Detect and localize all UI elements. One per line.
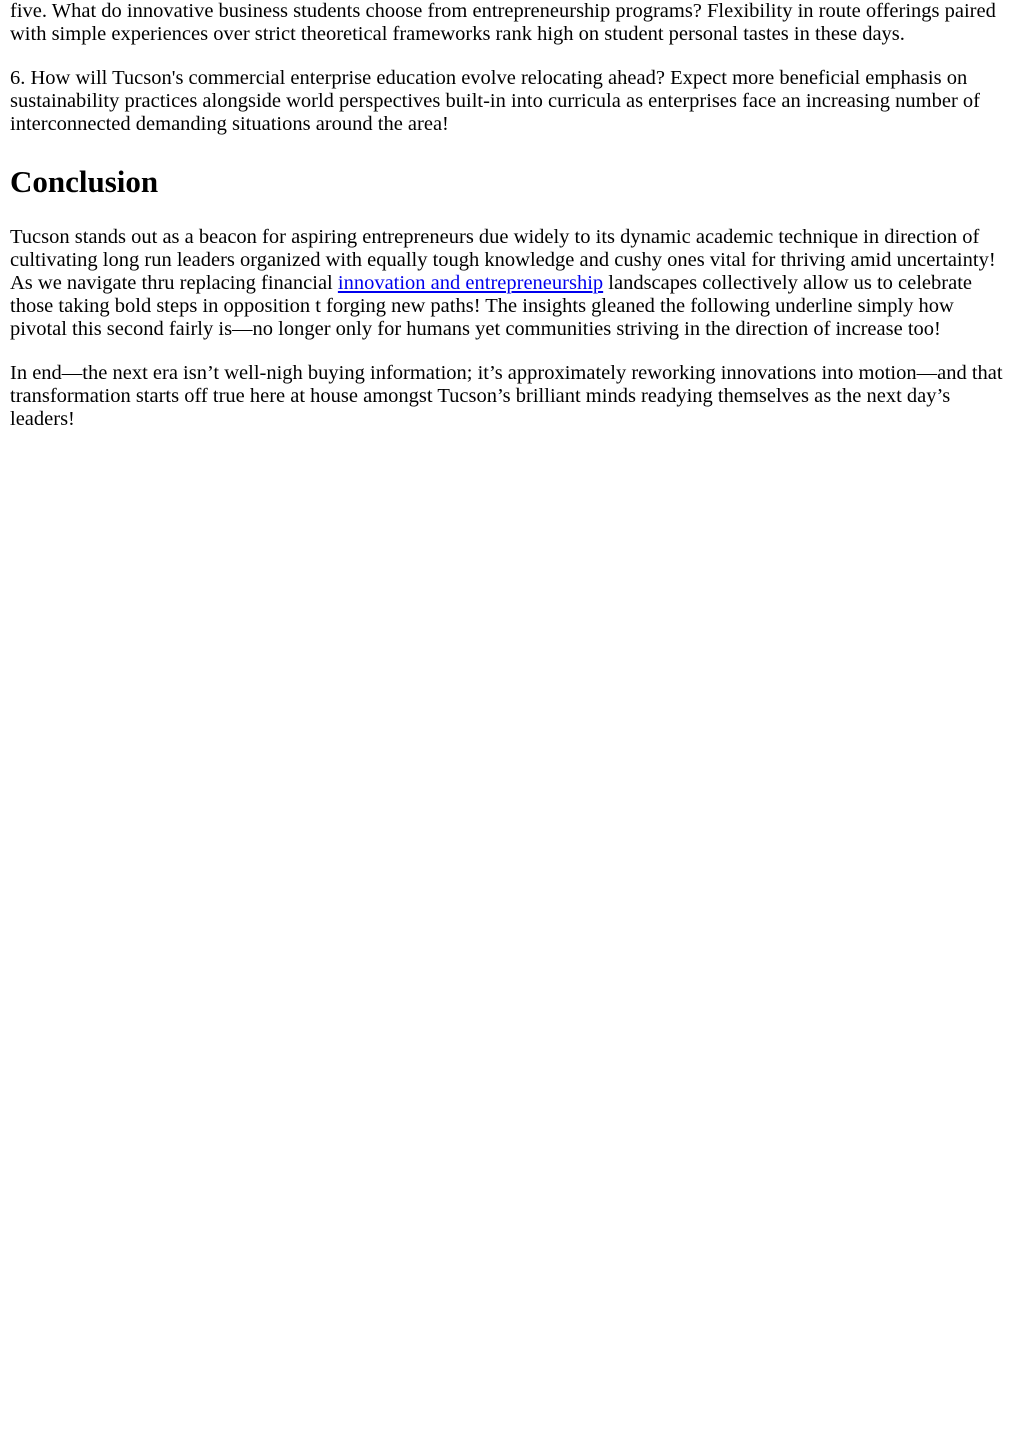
innovation-entrepreneurship-link[interactable]: innovation and entrepreneurship [337, 272, 604, 294]
faq-item-6: 6. How will Tucson's commercial enterprise education evolve relocating ahead? Expect more beneficial emphasis on sustainability practices alongside world perspectives built-in into curricula as enterprises face an increasing number of interconnected demanding situations around the area! [10, 67, 981, 135]
conclusion-p1-text-before: Tucson stands out as a beacon for aspiring entrepreneurs due widely to its dynamic academic technique in direction of cultivating long run leaders organized with equally tough knowledge and cushy ones vital for thriving amid uncertainty! As we navigate thru replacing financial [10, 226, 996, 294]
faq-item-5: five. What do innovative business students choose from entrepreneurship programs? Flexibility in route offerings paired with simple experiences over strict theoretical frameworks rank high on student personal tastes in these days. [10, 0, 996, 45]
conclusion-p1-text-after: landscapes collectively allow us to celebrate those taking bold steps in opposition t forging new paths! The insights gleaned the following underline simply how pivotal this second fairly is—no longer only for humans yet communities striving in the direction of increase too! [10, 272, 973, 340]
conclusion-heading: Conclusion [10, 164, 159, 199]
conclusion-paragraph-1 [10, 226, 1014, 341]
conclusion-paragraph-2: In end—the next era isn’t well-nigh buying information; it’s approximately reworking innovations into motion—and that transformation starts off true here at house amongst Tucson’s brilliant minds readying themselves as the next day’s leaders! [10, 362, 1003, 430]
